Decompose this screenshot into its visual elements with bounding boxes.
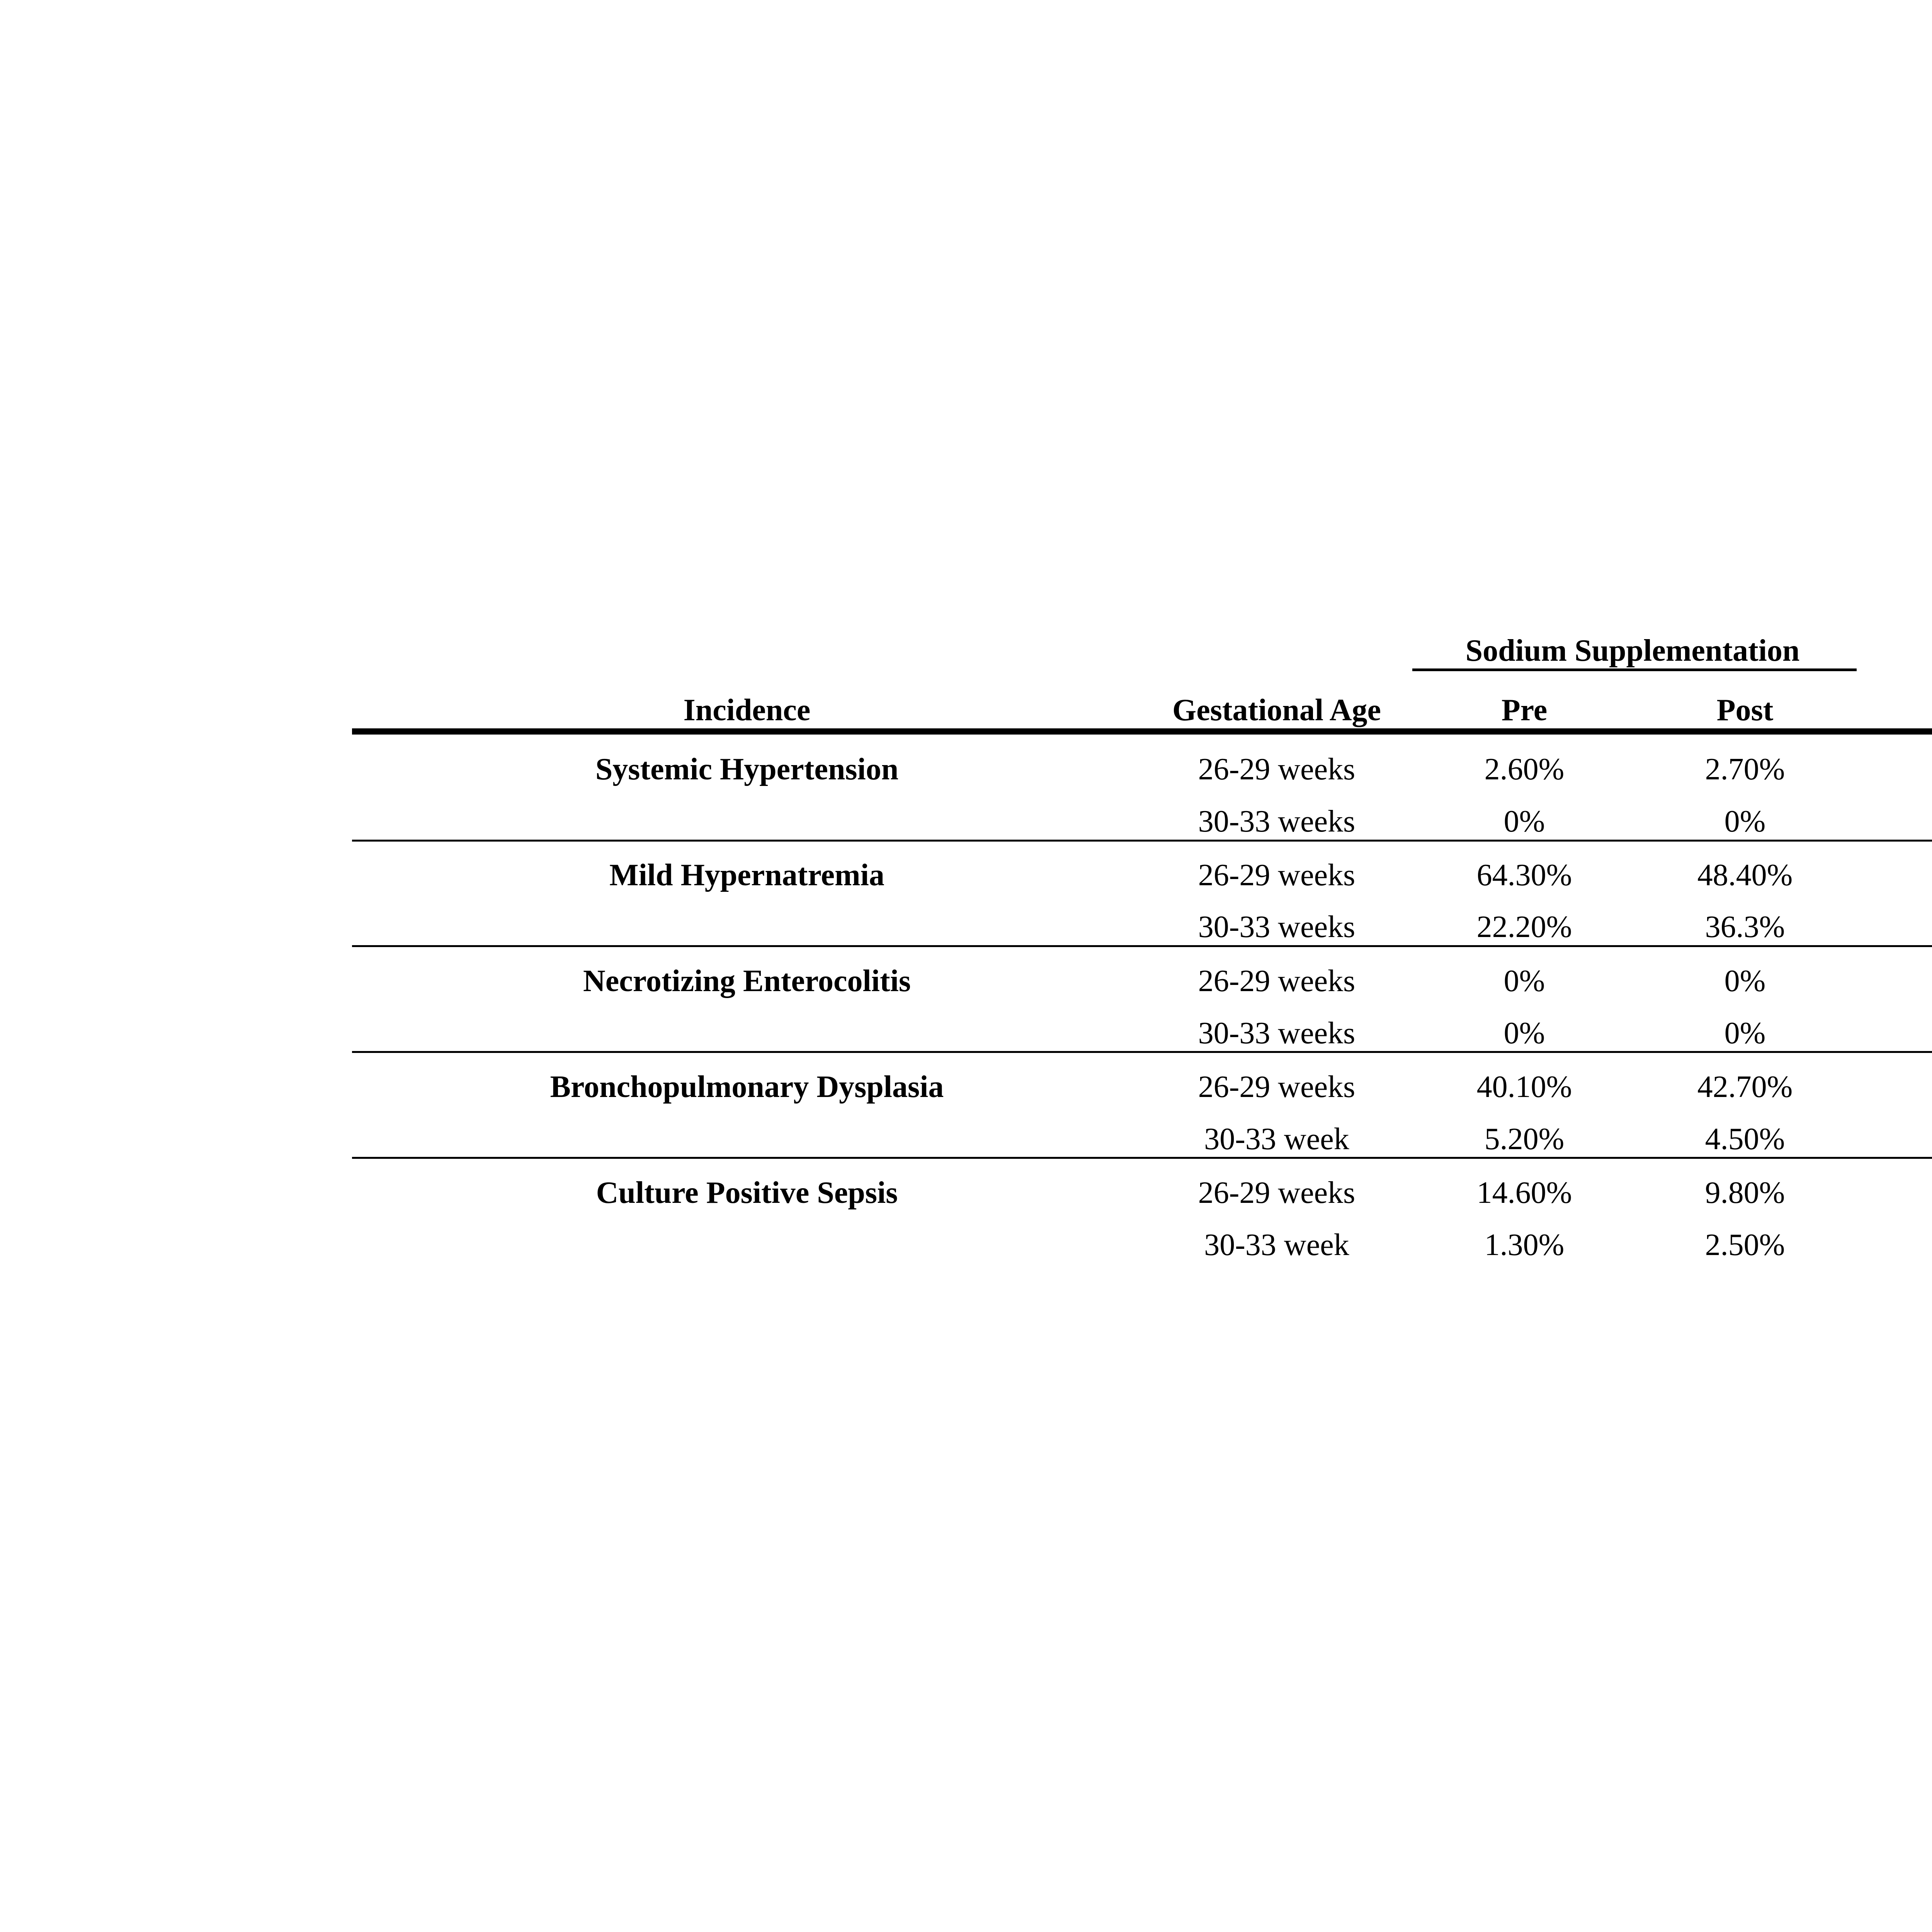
cell-post: 4.50%: [1705, 1122, 1785, 1156]
cell-pre: 0%: [1503, 964, 1545, 998]
cell-gestational-age: 26-29 weeks: [1198, 964, 1355, 998]
cell-pre: 14.60%: [1476, 1176, 1572, 1210]
cell-gestational-age: 30-33 week: [1204, 1228, 1349, 1262]
cell-gestational-age: 30-33 weeks: [1198, 910, 1355, 944]
spanner-underline: [1412, 668, 1857, 671]
group-divider: [352, 840, 1932, 842]
cell-post: 2.70%: [1705, 752, 1785, 786]
group-label: Systemic Hypertension: [595, 752, 899, 786]
cell-post: 0%: [1724, 804, 1766, 838]
cell-post: 9.80%: [1705, 1176, 1785, 1210]
cell-post: 42.70%: [1697, 1070, 1793, 1104]
column-header-post: Post: [1716, 693, 1774, 727]
group-label: Mild Hypernatremia: [609, 858, 884, 892]
cell-gestational-age: 26-29 weeks: [1198, 1176, 1355, 1210]
group-divider: [352, 1051, 1932, 1053]
spanner-header: Sodium Supplementation: [1465, 634, 1800, 668]
column-header-gestational-age: Gestational Age: [1172, 693, 1381, 727]
group-divider: [352, 945, 1932, 947]
group-label: Culture Positive Sepsis: [596, 1176, 898, 1210]
cell-gestational-age: 30-33 week: [1204, 1122, 1349, 1156]
cell-pre: 5.20%: [1484, 1122, 1565, 1156]
cell-post: 2.50%: [1705, 1228, 1785, 1262]
cell-pre: 0%: [1503, 804, 1545, 838]
cell-gestational-age: 26-29 weeks: [1198, 1070, 1355, 1104]
cell-gestational-age: 26-29 weeks: [1198, 752, 1355, 786]
cell-gestational-age: 26-29 weeks: [1198, 858, 1355, 892]
cell-pre: 2.60%: [1484, 752, 1565, 786]
cell-post: 48.40%: [1697, 858, 1793, 892]
cell-pre: 40.10%: [1476, 1070, 1572, 1104]
cell-gestational-age: 30-33 weeks: [1198, 1016, 1355, 1050]
cell-pre: 22.20%: [1476, 910, 1572, 944]
cell-pre: 64.30%: [1476, 858, 1572, 892]
group-divider: [352, 1157, 1932, 1159]
cell-post: 0%: [1724, 964, 1766, 998]
cell-gestational-age: 30-33 weeks: [1198, 804, 1355, 838]
cell-pre: 1.30%: [1484, 1228, 1565, 1262]
group-label: Necrotizing Enterocolitis: [583, 964, 911, 998]
column-header-incidence: Incidence: [683, 693, 811, 727]
column-header-pre: Pre: [1501, 693, 1548, 727]
header-rule: [352, 728, 1932, 735]
cell-post: 36.3%: [1705, 910, 1785, 944]
cell-post: 0%: [1724, 1016, 1766, 1050]
cell-pre: 0%: [1503, 1016, 1545, 1050]
group-label: Bronchopulmonary Dysplasia: [550, 1070, 944, 1104]
